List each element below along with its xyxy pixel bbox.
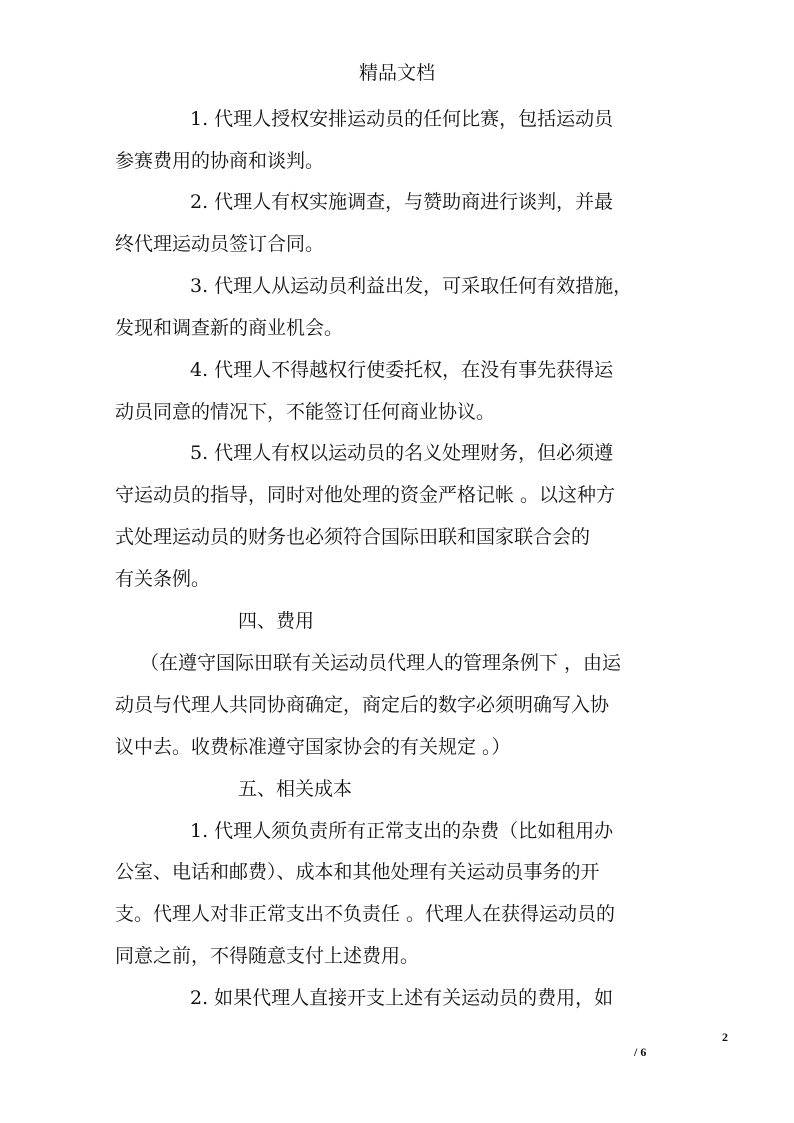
section-heading-costs: 五、相关成本 [238,778,353,800]
paragraph-line: 动员同意的情况下，不能签订任何商业协议。 [115,401,496,423]
paragraph-line: 有关条例。 [115,568,211,590]
paragraph-line: （在遵守国际田联有关运动员代理人的管理条例下 ，由运 [140,652,622,674]
paragraph-line: 终代理运动员签订合同。 [115,233,325,255]
paragraph-line: 动员与代理人共同协商确定，商定后的数字必须明确写入协 [115,694,610,716]
paragraph-line: 4. 代理人不得越权行使委托权，在没有事先获得运 [190,359,614,381]
paragraph-line: 参赛费用的协商和谈判。 [115,150,325,172]
paragraph-line: 2. 代理人有权实施调查，与赞助商进行谈判，并最 [190,191,614,213]
paragraph-line: 1. 代理人授权安排运动员的任何比赛，包括运动员 [190,108,614,130]
page-header-title: 精品文档 [358,62,435,84]
paragraph-line: 1. 代理人须负责所有正常支出的杂费（比如租用办 [190,820,614,842]
paragraph-line: 5. 代理人有权以运动员的名义处理财务，但必须遵 [190,442,614,464]
paragraph-line: 守运动员的指导，同时对他处理的资金严格记帐 。以这种方 [115,484,616,506]
page-number: 2 [722,1030,728,1044]
paragraph-line: 公室、电话和邮费）、成本和其他处理有关运动员事务的开 [115,861,600,883]
paragraph-line: 发现和调查新的商业机会。 [115,317,344,339]
paragraph-line: 同意之前，不得随意支付上述费用。 [115,945,420,967]
paragraph-line: 式处理运动员的财务也必须符合国际田联和国家联合会的 [115,526,591,548]
page-total: / 6 [634,1045,647,1059]
paragraph-line: 议中去。收费标准遵守国家协会的有关规定 。） [115,736,511,758]
paragraph-line: 2. 如果代理人直接开支上述有关运动员的费用，如 [190,987,614,1009]
paragraph-line: 支。代理人对非正常支出不负责任 。代理人在获得运动员的 [115,903,616,925]
paragraph-line: 3. 代理人从运动员利益出发，可采取任何有效措施， [190,275,633,297]
section-heading-fees: 四、费用 [238,610,315,632]
